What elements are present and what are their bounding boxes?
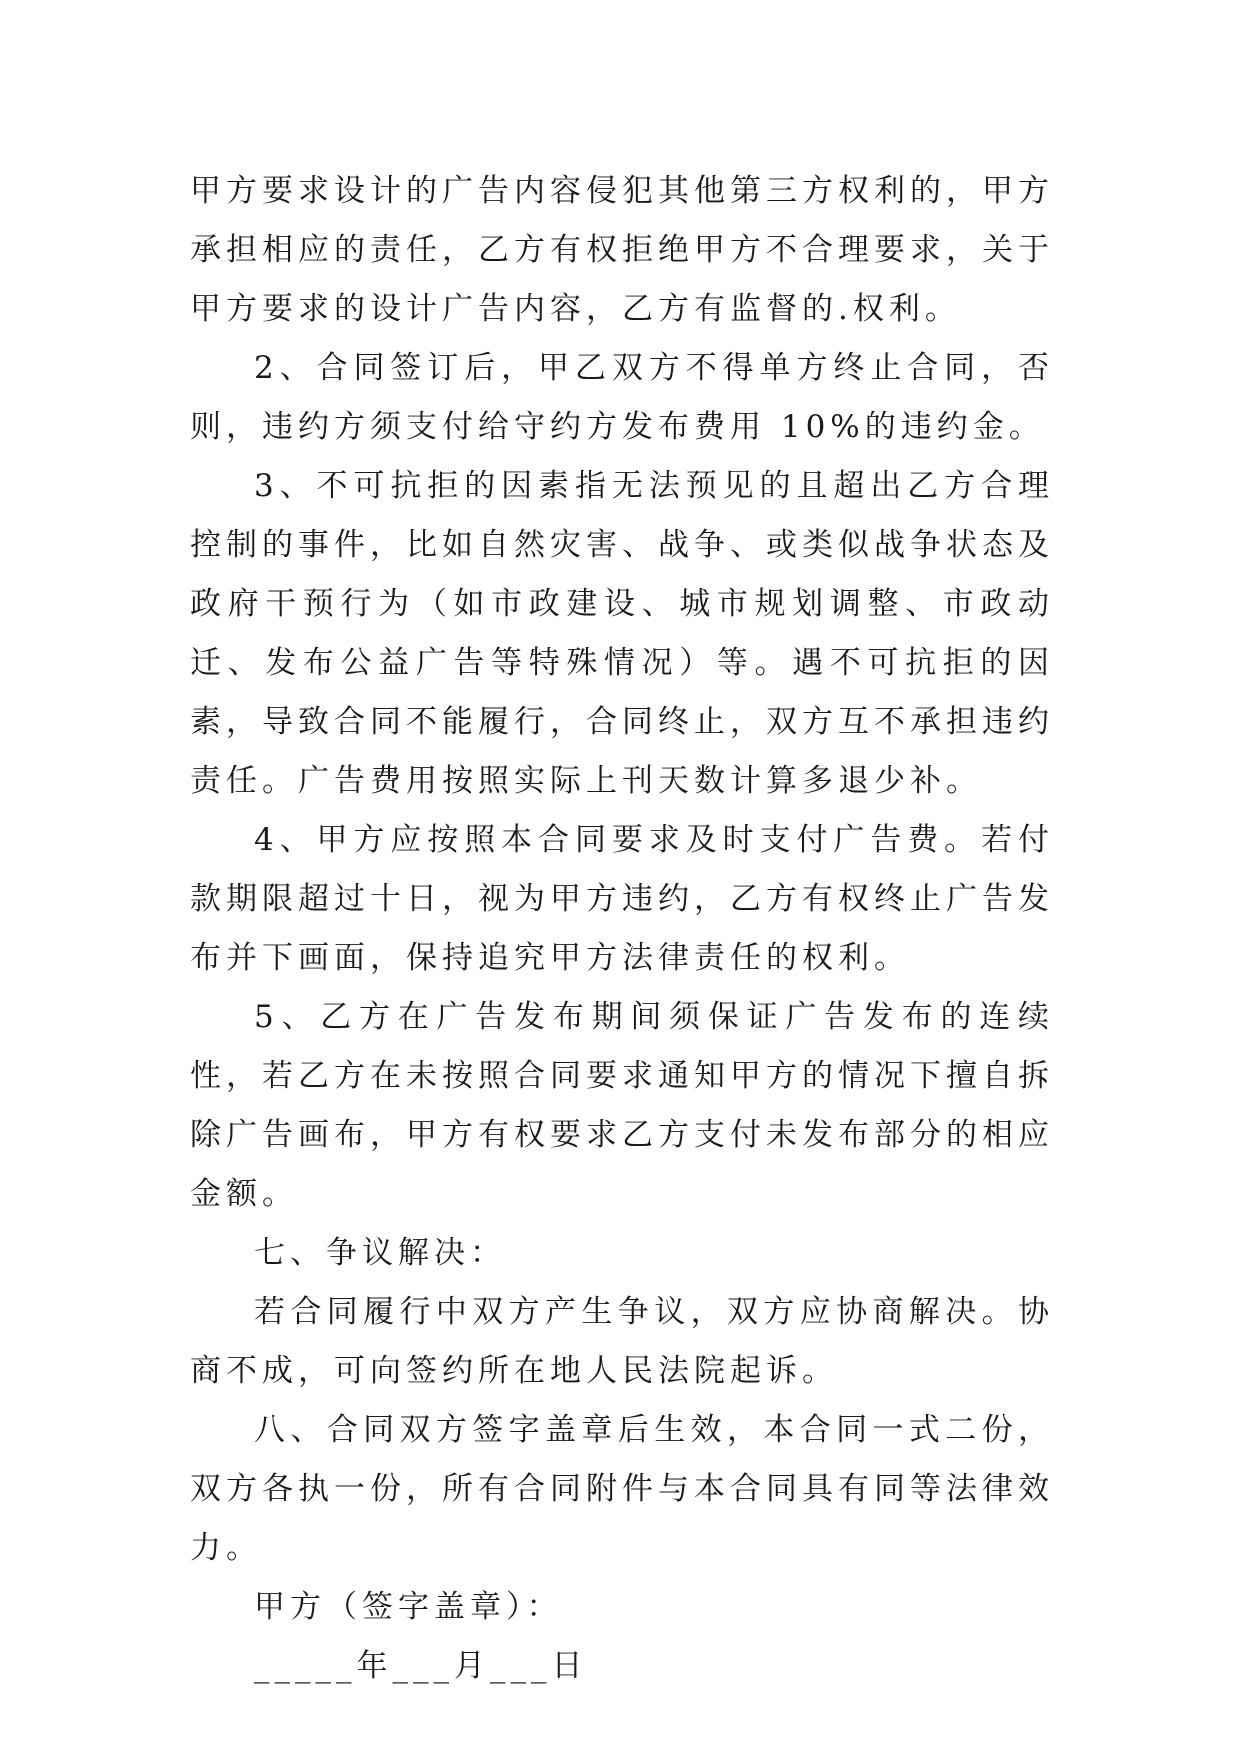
paragraph-liability-continuation: 甲方要求设计的广告内容侵犯其他第三方权利的，甲方承担相应的责任，乙方有权拒绝甲方不合理要求，关于甲方要求的设计广告内容，乙方有监督的.权利。 <box>190 173 1054 327</box>
paragraph-dispute: 若合同履行中双方产生争议，双方应协商解决。协商不成，可向签约所在地人民法院起诉。 <box>190 1294 1054 1389</box>
paragraph-clause-3: 3、不可抗拒的因素指无法预见的且超出乙方合理控制的事件，比如自然灾害、战争、或类似战争状态及政府干预行为（如市政建设、城市规划调整、市政动迁、发布公益广告等特殊情况）等。遇不可抗拒的因素，导致合同不能履行，合同终止，双方互不承担违约责任。广告费用按照实际上刊天数计算多退少补。 <box>190 468 1054 799</box>
paragraph-clause-2: 2、合同签订后，甲乙双方不得单方终止合同，否则，违约方须支付给守约方发布费用 10%的违约金。 <box>190 350 1054 445</box>
document-body <box>190 162 1054 1696</box>
date-line: _____年___月___日 <box>254 1648 588 1684</box>
paragraph-clause-4: 4、甲方应按照本合同要求及时支付广告费。若付款期限超过十日，视为甲方违约，乙方有权终止广告发布并下画面，保持追究甲方法律责任的权利。 <box>190 822 1054 976</box>
section-heading-dispute: 七、争议解决： <box>254 1235 506 1271</box>
paragraph-clause-5: 5、乙方在广告发布期间须保证广告发布的连续性，若乙方在未按照合同要求通知甲方的情况下擅自拆除广告画布，甲方有权要求乙方支付未发布部分的相应金额。 <box>190 999 1054 1212</box>
paragraph-effect: 八、合同双方签字盖章后生效，本合同一式二份，双方各执一份，所有合同附件与本合同具有同等法律效力。 <box>190 1412 1054 1566</box>
signature-line-party-a: 甲方（签字盖章）： <box>254 1589 563 1625</box>
